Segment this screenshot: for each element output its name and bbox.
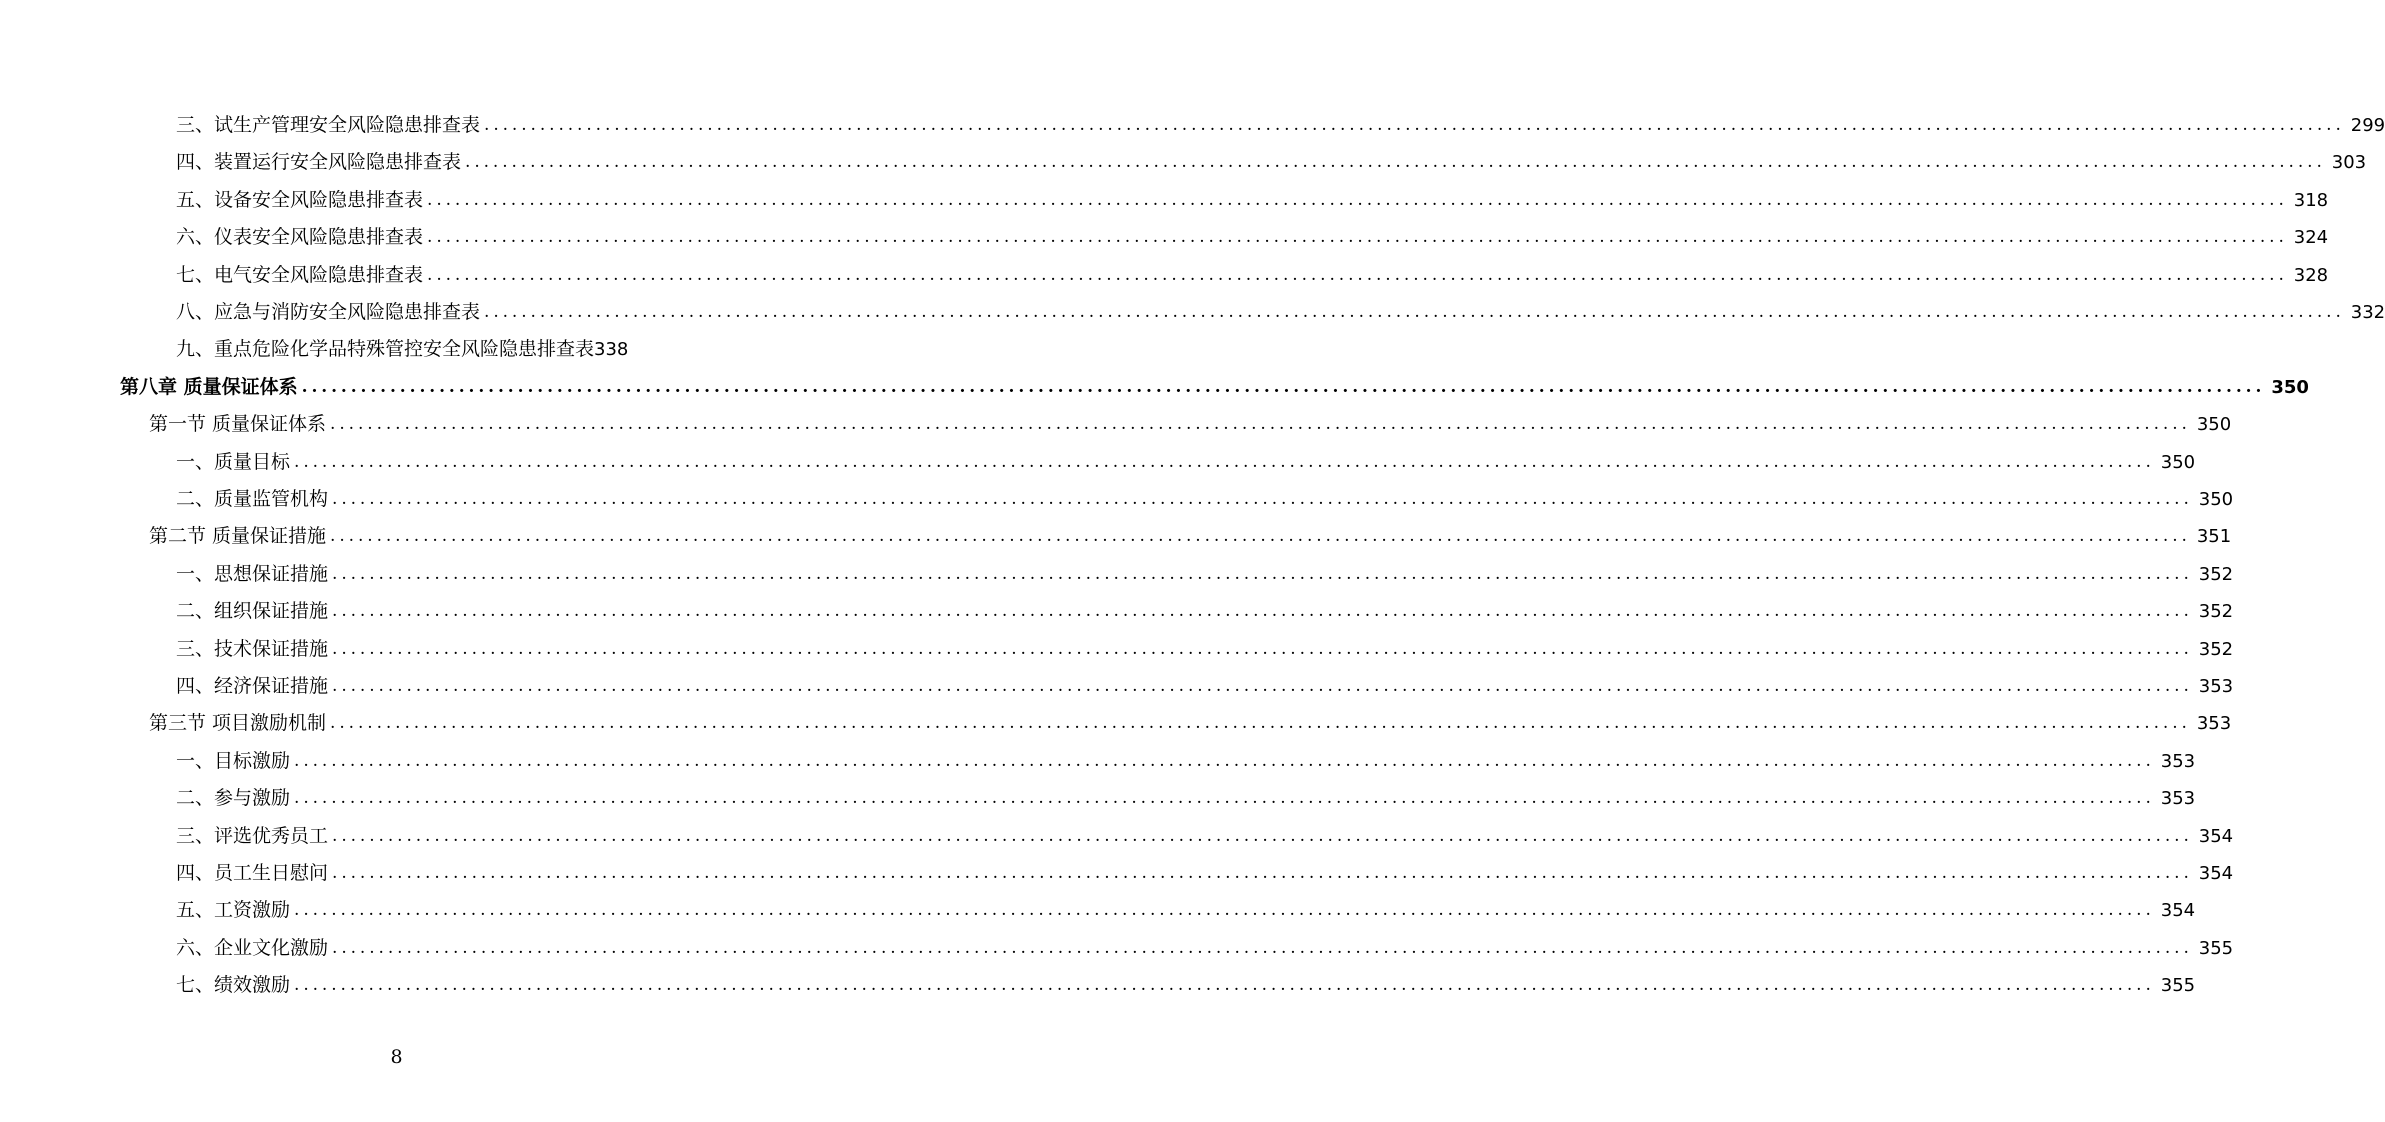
toc-leader-dots: ........................................................................................................................................................................................................ (294, 975, 2155, 996)
toc-entry-page: 332 (2350, 302, 2385, 323)
toc-entry[interactable] (176, 923, 2234, 960)
toc-entry[interactable] (176, 848, 2234, 885)
toc-leader-dots: ........................................................................................................................................................................................................ (330, 713, 2191, 734)
toc-entry-page: 355 (2198, 937, 2234, 959)
toc-entry-label: 五、设备安全风险隐患排查表 (176, 188, 424, 211)
toc-entry-label: 七、电气安全风险隐患排查表 (176, 263, 424, 286)
toc-entry-label: 二、参与激励 (176, 787, 291, 810)
toc-entry[interactable] (149, 399, 2232, 436)
toc-entry[interactable] (176, 137, 2367, 174)
toc-entry[interactable] (176, 661, 2234, 698)
toc-entry[interactable] (176, 437, 2196, 474)
toc-leader-dots: ........................................................................................................................................................................................................ (427, 189, 2288, 210)
toc-entry-page: 350 (2160, 451, 2196, 473)
toc-entry-page: 338 (594, 339, 629, 361)
toc-entry-page: 354 (2160, 900, 2196, 922)
toc-leader-dots: ........................................................................................................................................................................................................ (332, 825, 2193, 846)
toc-entry-page: 353 (2160, 750, 2196, 772)
toc-entry-label: 四、装置运行安全风险隐患排查表 (176, 151, 462, 174)
toc-entry-label: 第八章 质量保证体系 (120, 375, 298, 398)
toc-leader-dots: ........................................................................................................................................................................................................ (332, 676, 2193, 696)
toc-entry-page: 350 (2196, 414, 2232, 436)
toc-entry-page: 354 (2198, 825, 2234, 847)
toc-entry[interactable] (120, 362, 2309, 399)
toc-entry[interactable] (149, 698, 2232, 735)
toc-leader-dots: ........................................................................................................................................................................................................ (332, 563, 2193, 584)
toc-leader-dots: ........................................................................................................................................................................................................ (427, 264, 2288, 285)
toc-entry-label: 一、质量目标 (176, 450, 291, 473)
toc-entry-label: 一、目标激励 (176, 749, 291, 772)
toc-entry-page: 350 (2271, 376, 2309, 398)
toc-entry-label: 四、经济保证措施 (176, 675, 329, 697)
toc-entry-page: 353 (2196, 713, 2232, 735)
toc-entry[interactable] (176, 960, 2196, 997)
toc-entry-label: 二、质量监管机构 (176, 488, 329, 510)
toc-entry-label: 六、企业文化激励 (176, 936, 329, 959)
toc-entry-label: 三、试生产管理安全风险隐患排查表 (176, 114, 481, 136)
toc-entry-label: 四、员工生日慰问 (176, 862, 329, 884)
toc-entry[interactable] (176, 474, 2234, 511)
toc-entry-page: 318 (2293, 189, 2329, 211)
toc-leader-dots: ........................................................................................................................................................................................................ (294, 451, 2155, 472)
toc-leader-dots: ........................................................................................................................................................................................................ (332, 863, 2193, 883)
toc-entry-label: 二、组织保证措施 (176, 600, 329, 623)
toc-entry-page: 352 (2198, 638, 2234, 660)
toc-leader-dots: ........................................................................................................................................................................................................ (294, 900, 2155, 921)
toc-leader-dots: ........................................................................................................................................................................................................ (332, 638, 2193, 659)
toc-leader-dots: ........................................................................................................................................................................................................ (330, 526, 2191, 547)
toc-entry[interactable] (176, 736, 2196, 773)
toc-entry[interactable] (176, 175, 2329, 212)
toc-entry[interactable] (176, 811, 2234, 848)
toc-leader-dots: ........................................................................................................................................................................................................ (332, 601, 2193, 622)
toc-entry-page: 354 (2198, 863, 2234, 884)
toc-entry-label: 九、重点危险化学品特殊管控安全风险隐患排查表 (176, 338, 595, 361)
toc-entry-label: 一、思想保证措施 (176, 562, 329, 585)
toc-entry[interactable] (176, 624, 2234, 661)
toc-entry-label: 三、技术保证措施 (176, 637, 329, 660)
page-number: 8 (390, 1046, 403, 1068)
toc-leader-dots: ........................................................................................................................................................................................................ (332, 489, 2193, 509)
toc-entry[interactable] (176, 549, 2234, 586)
toc-leader-dots: ........................................................................................................................................................................................................ (301, 376, 2266, 397)
toc-leader-dots: ........................................................................................................................................................................................................ (465, 152, 2326, 173)
toc-leader-dots: ........................................................................................................................................................................................................ (294, 788, 2155, 809)
toc-entry-page: 352 (2198, 563, 2234, 585)
toc-entry-page: 353 (2198, 676, 2234, 697)
toc-entry-page: 324 (2293, 227, 2329, 249)
toc-entry[interactable] (176, 324, 674, 361)
toc-entry-page: 299 (2350, 115, 2385, 136)
toc-entry-page: 352 (2198, 601, 2234, 623)
toc-entry-page: 351 (2196, 526, 2232, 548)
toc-entry-label: 第三节 项目激励机制 (149, 712, 327, 735)
toc-entry[interactable] (176, 287, 2385, 324)
toc-entry[interactable] (149, 511, 2232, 548)
toc-leader-dots: ........................................................................................................................................................................................................ (484, 302, 2345, 322)
toc-entry-label: 八、应急与消防安全风险隐患排查表 (176, 301, 481, 323)
toc-entry-page: 328 (2293, 264, 2329, 286)
toc-leader-dots: ........................................................................................................................................................................................................ (332, 937, 2193, 958)
toc-leader-dots: ........................................................................................................................................................................................................ (427, 227, 2288, 248)
toc-entry-label: 七、绩效激励 (176, 974, 291, 997)
toc-leader-dots: ........................................................................................................................................................................................................ (294, 750, 2155, 771)
toc-entry-label: 六、仪表安全风险隐患排查表 (176, 226, 424, 249)
toc-entry[interactable] (176, 885, 2196, 922)
toc-entry-label: 第二节 质量保证措施 (149, 525, 327, 548)
toc-leader-dots: ........................................................................................................................................................................................................ (330, 414, 2191, 435)
toc-entry[interactable] (176, 586, 2234, 623)
toc-entry-label: 三、评选优秀员工 (176, 824, 329, 847)
toc-leader-dots: ........................................................................................................................................................................................................ (484, 115, 2345, 135)
toc-entry[interactable] (176, 773, 2196, 810)
toc-entry[interactable] (176, 100, 2385, 137)
toc-entry-page: 355 (2160, 975, 2196, 997)
toc-entry[interactable] (176, 212, 2329, 249)
toc-entry-label: 五、工资激励 (176, 899, 291, 922)
toc-entry-label: 第一节 质量保证体系 (149, 413, 327, 436)
toc-entry[interactable] (176, 250, 2329, 287)
toc-entry-page: 353 (2160, 788, 2196, 810)
toc-entry-page: 303 (2331, 152, 2367, 174)
toc-entry-page: 350 (2198, 489, 2234, 510)
